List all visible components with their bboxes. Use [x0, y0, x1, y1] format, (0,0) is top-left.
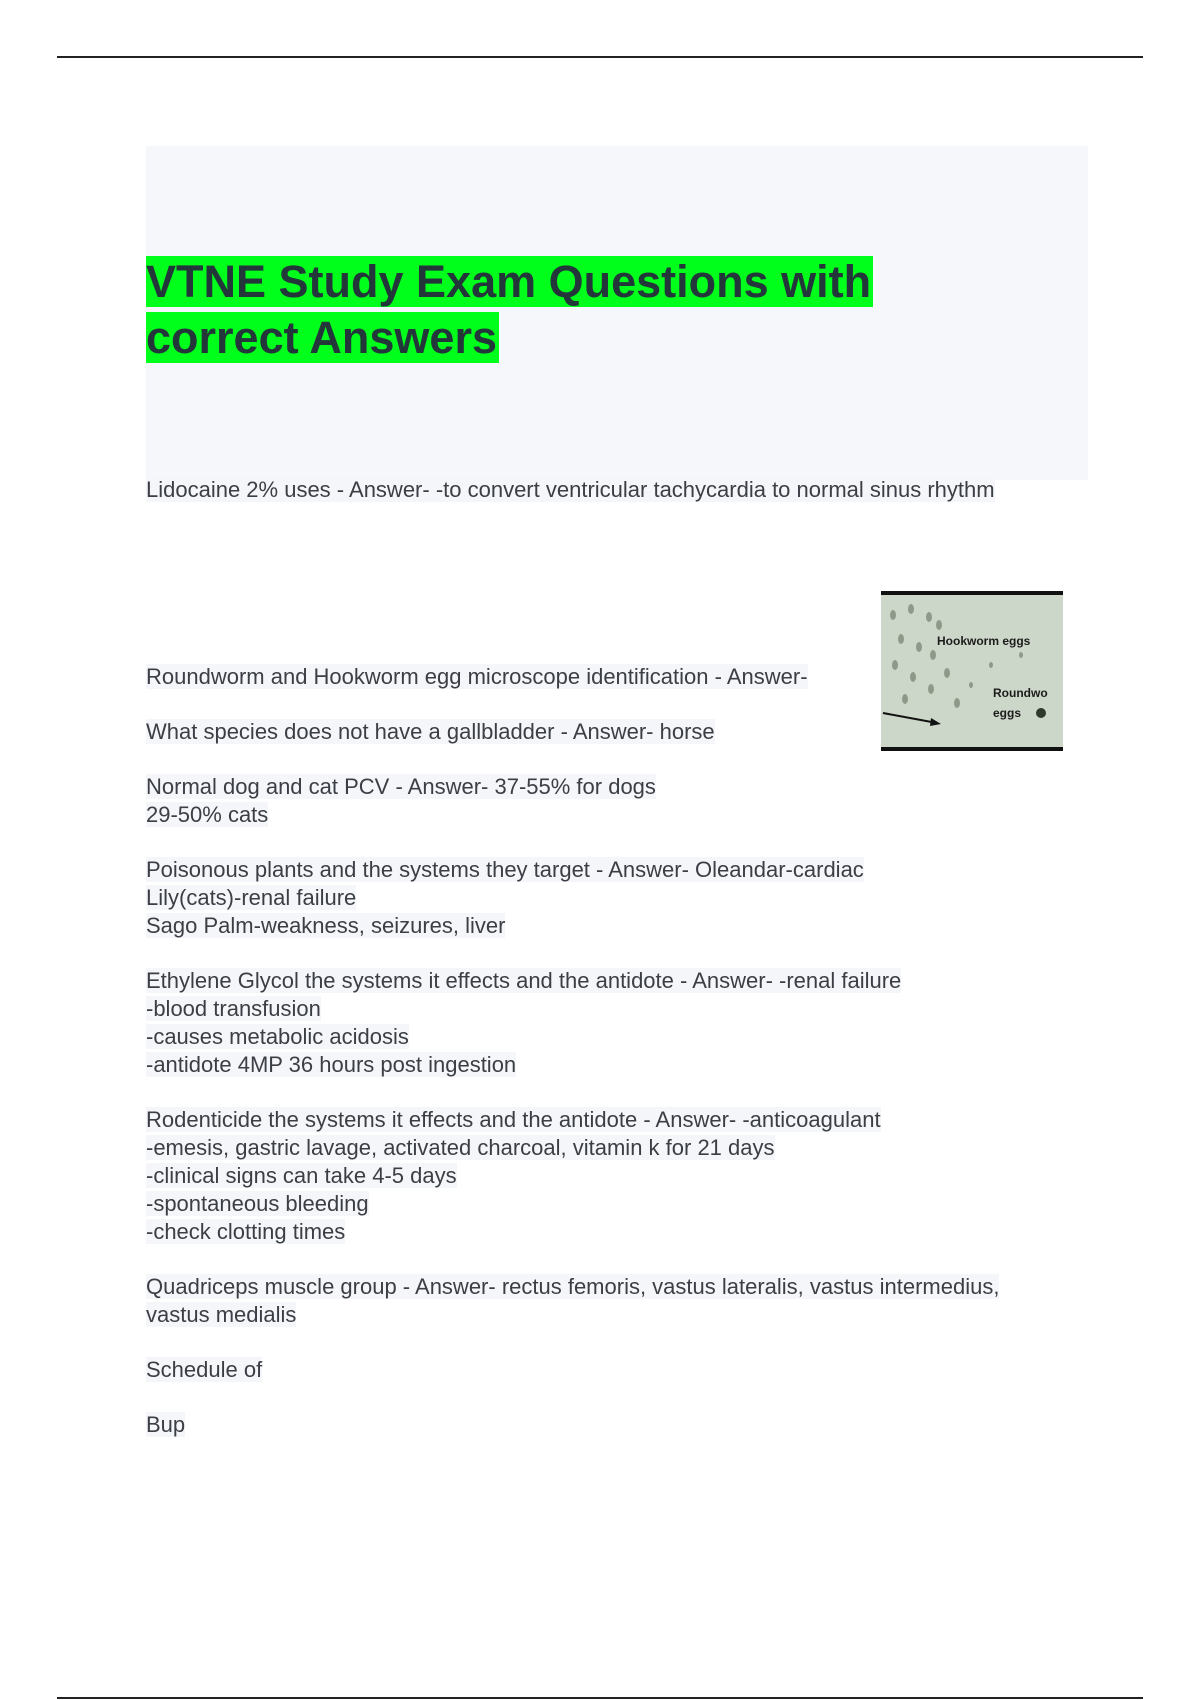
qa-text: -clinical signs can take 4-5 days: [146, 1163, 457, 1188]
qa-item-schedule: [146, 1356, 1096, 1384]
top-rule: [57, 56, 1143, 58]
title-line-1: VTNE Study Exam Questions with: [146, 256, 872, 307]
qa-text: -causes metabolic acidosis: [146, 1024, 409, 1049]
qa-list: [146, 476, 1096, 1466]
qa-text: -blood transfusion: [146, 996, 321, 1021]
qa-text: Bup: [146, 1412, 186, 1437]
qa-text: What species does not have a gallbladder - Answer- horse: [146, 719, 715, 744]
document-title: [146, 254, 966, 366]
qa-text: Rodenticide the systems it effects and the antidote - Answer- -anticoagulant: [146, 1107, 881, 1132]
qa-item-pcv: [146, 773, 1096, 829]
qa-text: -antidote 4MP 36 hours post ingestion: [146, 1052, 517, 1077]
qa-text: -emesis, gastric lavage, activated charcoal, vitamin k for 21 days: [146, 1135, 775, 1160]
qa-text: -check clotting times: [146, 1219, 346, 1244]
qa-item-worm-eggs: [146, 531, 1096, 720]
roundworm-label-1: Roundwo: [993, 686, 1048, 700]
qa-text: Lily(cats)-renal failure: [146, 885, 357, 910]
qa-text: Normal dog and cat PCV - Answer- 37-55% for dogs: [146, 774, 656, 799]
qa-text: vastus medialis: [146, 1302, 297, 1327]
qa-item-bup: [146, 1411, 1096, 1439]
qa-text: Ethylene Glycol the systems it effects and the antidote - Answer- -renal failure: [146, 968, 902, 993]
qa-item-quadriceps: [146, 1273, 1096, 1329]
qa-text: Sago Palm-weakness, seizures, liver: [146, 913, 506, 938]
qa-text: Roundworm and Hookworm egg microscope identification - Answer-: [146, 664, 808, 689]
hookworm-label: Hookworm eggs: [937, 634, 1031, 648]
qa-item-lidocaine: [146, 476, 1096, 504]
worm-eggs-microscope-image: [881, 591, 1063, 751]
qa-item-rodenticide: [146, 1106, 1096, 1246]
qa-text: Lidocaine 2% uses - Answer- -to convert ventricular tachycardia to normal sinus rhythm: [146, 477, 995, 502]
qa-text: Poisonous plants and the systems they target - Answer- Oleandar-cardiac: [146, 857, 864, 882]
qa-item-ethylene-glycol: [146, 967, 1096, 1079]
qa-text: -spontaneous bleeding: [146, 1191, 369, 1216]
qa-text: Schedule of: [146, 1357, 263, 1382]
bottom-rule: [57, 1697, 1143, 1699]
qa-text: Quadriceps muscle group - Answer- rectus femoris, vastus lateralis, vastus intermedius,: [146, 1274, 1000, 1299]
qa-text: 29-50% cats: [146, 802, 269, 827]
roundworm-label-2: eggs: [993, 706, 1022, 720]
title-line-2: correct Answers: [146, 312, 497, 363]
qa-item-poisonous-plants: [146, 856, 1096, 940]
